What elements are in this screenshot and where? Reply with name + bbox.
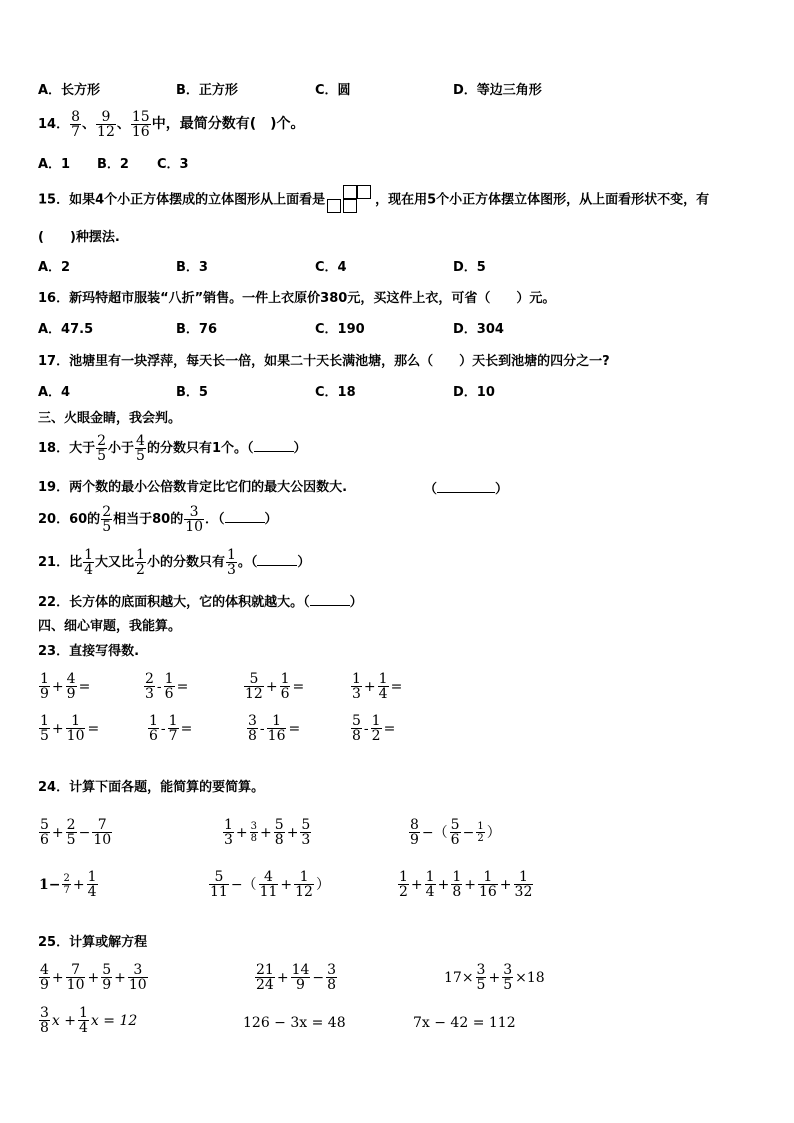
fraction: $\frac{15}{16}$ xyxy=(131,109,150,140)
fraction: $\frac{3}{5}$ xyxy=(476,962,486,993)
top-view-squares-diagram xyxy=(327,185,373,215)
fraction: $\frac{1}{5}$ xyxy=(40,713,49,744)
q24-expression-2: $\frac{1}{3}$ + $\frac{3}{8}$ + $\frac{5}{8}$ + $\frac{5}{3}$ xyxy=(224,817,311,848)
fraction: $\frac{1}{3}$ xyxy=(226,547,236,578)
q13-option-c: C．圆 xyxy=(315,83,351,98)
fraction: $\frac{1}{3}$ xyxy=(224,817,233,848)
fraction: $\frac{1}{4}$ xyxy=(79,1005,88,1036)
fraction: $\frac{4}{5}$ xyxy=(136,433,145,464)
q16-question: 16．新玛特超市服装“八折”销售。一件上衣原价380元，买这件上衣，可省（ ）元。 xyxy=(38,291,556,306)
fraction: $\frac{1}{9}$ xyxy=(40,671,49,702)
q25-expression-1: $\frac{4}{9}$ + $\frac{7}{10}$ + $\frac{5}{9}$ + $\frac{3}{10}$ xyxy=(40,962,147,993)
q25-equation-1: $\frac{3}{8}$ x + $\frac{1}{4}$ x = 12 xyxy=(40,1005,138,1036)
fraction: $\frac{2}{3}$ xyxy=(145,671,154,702)
fraction: $\frac{8}{9}$ xyxy=(410,817,419,848)
q25-expression-2: $\frac{21}{24}$ + $\frac{14}{9}$ − $\frac{3}{8}$ xyxy=(256,962,337,993)
fraction: $\frac{14}{9}$ xyxy=(291,962,310,993)
fraction: $\frac{1}{4}$ xyxy=(378,671,388,702)
fraction: $\frac{1}{4}$ xyxy=(87,869,97,900)
fraction: $\frac{1}{10}$ xyxy=(66,713,85,744)
q16-option-a: A．47.5 xyxy=(38,322,94,337)
fraction: $\frac{9}{12}$ xyxy=(97,109,115,140)
fraction: $\frac{5}{9}$ xyxy=(102,962,112,993)
fraction: $\frac{1}{4}$ xyxy=(425,869,435,900)
fraction: $\frac{1}{6}$ xyxy=(149,713,158,744)
answer-blank[interactable] xyxy=(254,439,294,452)
q25-expression-3: 17× $\frac{3}{5}$ + $\frac{3}{5}$ ×18 xyxy=(444,962,545,993)
q15-question xyxy=(38,185,709,215)
fraction: $\frac{1}{16}$ xyxy=(267,713,286,744)
q15-text-2: ，现在用5个小正方体摆立体图形，从上面看形状不变，有 xyxy=(375,192,710,208)
fraction: $\frac{3}{10}$ xyxy=(128,962,147,993)
fraction: $\frac{3}{8}$ xyxy=(327,962,337,993)
fraction: $\frac{1}{12}$ xyxy=(295,869,313,900)
fraction: $\frac{5}{6}$ xyxy=(450,817,460,848)
answer-blank[interactable] xyxy=(257,553,297,566)
q23-expression: $\frac{1}{6}$ - $\frac{1}{7}$ = xyxy=(149,713,193,744)
section-3-heading: 三、火眼金睛，我会判。 xyxy=(38,411,182,426)
fraction: $\frac{1}{7}$ xyxy=(168,713,178,744)
q15-text-3: ( )种摆法. xyxy=(38,230,120,245)
q16-option-c: C．190 xyxy=(315,322,365,337)
fraction: $\frac{21}{24}$ xyxy=(256,962,274,993)
q23-title: 23．直接写得数. xyxy=(38,644,140,659)
fraction: $\frac{8}{7}$ xyxy=(71,109,81,140)
q25-equation-2: 126 − 3x = 48 xyxy=(243,1015,346,1031)
q13-option-a: A．长方形 xyxy=(38,83,101,98)
fraction: $\frac{2}{5}$ xyxy=(66,817,76,848)
q21-question: 21．比 $\frac{1}{4}$ 大又比 $\frac{1}{2}$ 小的分数只有 $\frac{1}{3}$ 。（ ） xyxy=(38,547,311,578)
answer-blank[interactable] xyxy=(225,510,265,523)
q17-option-c: C．18 xyxy=(315,385,356,400)
section-4-heading: 四、细心审题，我能算。 xyxy=(38,619,182,634)
q16-option-b: B．76 xyxy=(176,322,217,337)
fraction: $\frac{1}{16}$ xyxy=(478,869,497,900)
fraction: $\frac{3}{8}$ xyxy=(250,821,258,844)
fraction: $\frac{1}{3}$ xyxy=(352,671,361,702)
q17-option-a: A．4 xyxy=(38,385,71,400)
q15-option-c: C．4 xyxy=(315,260,347,275)
q15-option-d: D．5 xyxy=(453,260,486,275)
fraction: $\frac{2}{5}$ xyxy=(97,433,107,464)
q22-question: 22．长方体的底面积越大，它的体积就越大。（ ） xyxy=(38,595,363,610)
q23-expression: $\frac{1}{9}$ + $\frac{4}{9}$ = xyxy=(40,671,91,702)
fraction: $\frac{1}{6}$ xyxy=(164,671,174,702)
fraction: $\frac{4}{9}$ xyxy=(66,671,76,702)
fraction: $\frac{1}{2}$ xyxy=(399,869,408,900)
q24-expression-3: $\frac{8}{9}$ −（ $\frac{5}{6}$ − $\frac{1}{2}$ ） xyxy=(410,817,501,848)
fraction: $\frac{1}{2}$ xyxy=(477,821,484,844)
fraction: $\frac{4}{11}$ xyxy=(259,869,278,900)
fraction: $\frac{5}{8}$ xyxy=(352,713,361,744)
q17-option-d: D．10 xyxy=(453,385,495,400)
q24-expression-5: $\frac{5}{11}$ −（ $\frac{4}{11}$ + $\frac{1}{12}$ ） xyxy=(210,869,330,900)
q25-equation-3: 7x − 42 = 112 xyxy=(413,1015,516,1031)
q25-title: 25．计算或解方程 xyxy=(38,935,148,950)
q13-option-b: B．正方形 xyxy=(176,83,238,98)
q17-option-b: B．5 xyxy=(176,385,208,400)
q17-question: 17．池塘里有一块浮萍，每天长一倍，如果二十天长满池塘，那么（ ）天长到池塘的四分之一? xyxy=(38,354,610,369)
q15-text-1: 15．如果4个小正方体摆成的立体图形从上面看是 xyxy=(38,192,326,208)
q15-option-b: B．3 xyxy=(176,260,208,275)
fraction: $\frac{2}{7}$ xyxy=(63,873,70,896)
fraction: $\frac{1}{2}$ xyxy=(136,547,145,578)
fraction: $\frac{5}{6}$ xyxy=(40,817,49,848)
answer-blank[interactable] xyxy=(310,593,350,606)
answer-blank[interactable] xyxy=(437,480,495,493)
q13-option-d: D．等边三角形 xyxy=(453,83,542,98)
q14-number: 14． xyxy=(38,117,70,132)
fraction: $\frac{7}{10}$ xyxy=(66,962,85,993)
q24-title: 24．计算下面各题，能简算的要简算。 xyxy=(38,780,265,795)
q15-option-a: A．2 xyxy=(38,260,71,275)
fraction: $\frac{4}{9}$ xyxy=(40,962,49,993)
fraction: $\frac{3}{10}$ xyxy=(185,504,204,535)
q19-answer: （ ） xyxy=(424,482,509,497)
q23-expression: $\frac{3}{8}$ - $\frac{1}{16}$ = xyxy=(248,713,301,744)
q14-option-a: A．1 xyxy=(38,157,71,172)
fraction: $\frac{1}{6}$ xyxy=(280,671,290,702)
q14-text: 中，最简分数有( )个。 xyxy=(151,116,305,132)
q14-option-b: B．2 xyxy=(97,157,129,172)
q23-expression: $\frac{1}{3}$ + $\frac{1}{4}$ = xyxy=(352,671,403,702)
fraction: $\frac{3}{5}$ xyxy=(503,962,513,993)
q23-expression: $\frac{2}{3}$ - $\frac{1}{6}$ = xyxy=(145,671,189,702)
fraction: $\frac{3}{8}$ xyxy=(248,713,257,744)
fraction: $\frac{3}{8}$ xyxy=(40,1005,49,1036)
fraction: $\frac{7}{10}$ xyxy=(93,817,112,848)
fraction: $\frac{2}{5}$ xyxy=(102,504,112,535)
fraction: $\frac{1}{4}$ xyxy=(84,547,94,578)
q24-expression-4: 1− $\frac{2}{7}$ + $\frac{1}{4}$ xyxy=(39,869,97,900)
fraction: $\frac{1}{2}$ xyxy=(371,713,381,744)
q23-expression: $\frac{5}{8}$ - $\frac{1}{2}$ = xyxy=(352,713,396,744)
fraction: $\frac{5}{12}$ xyxy=(245,671,263,702)
fraction: $\frac{1}{32}$ xyxy=(514,869,533,900)
fraction: $\frac{1}{8}$ xyxy=(452,869,462,900)
q23-expression: $\frac{1}{5}$ + $\frac{1}{10}$ = xyxy=(40,713,100,744)
q18-question: 18．大于 $\frac{2}{5}$ 小于 $\frac{4}{5}$ 的分数只有1个。（ ） xyxy=(38,433,307,464)
q14-question: 14． $\frac{8}{7}$ 、 $\frac{9}{12}$ 、 $\frac{15}{16}$ 中，最简分数有( )个。 xyxy=(38,109,305,140)
fraction: $\frac{5}{3}$ xyxy=(301,817,311,848)
q24-expression-1: $\frac{5}{6}$ + $\frac{2}{5}$ − $\frac{7}{10}$ xyxy=(40,817,112,848)
fraction: $\frac{5}{8}$ xyxy=(274,817,284,848)
fraction: $\frac{5}{11}$ xyxy=(210,869,228,900)
q16-option-d: D．304 xyxy=(453,322,504,337)
q24-expression-6: $\frac{1}{2}$ + $\frac{1}{4}$ + $\frac{1}{8}$ + $\frac{1}{16}$ + $\frac{1}{32}$ xyxy=(399,869,533,900)
q19-question: 19．两个数的最小公倍数肯定比它们的最大公因数大. xyxy=(38,480,348,495)
q20-question: 20．60的 $\frac{2}{5}$ 相当于80的 $\frac{3}{10}$ ．（ ） xyxy=(38,504,278,535)
q23-expression: $\frac{5}{12}$ + $\frac{1}{6}$ = xyxy=(245,671,305,702)
q14-option-c: C．3 xyxy=(157,157,189,172)
